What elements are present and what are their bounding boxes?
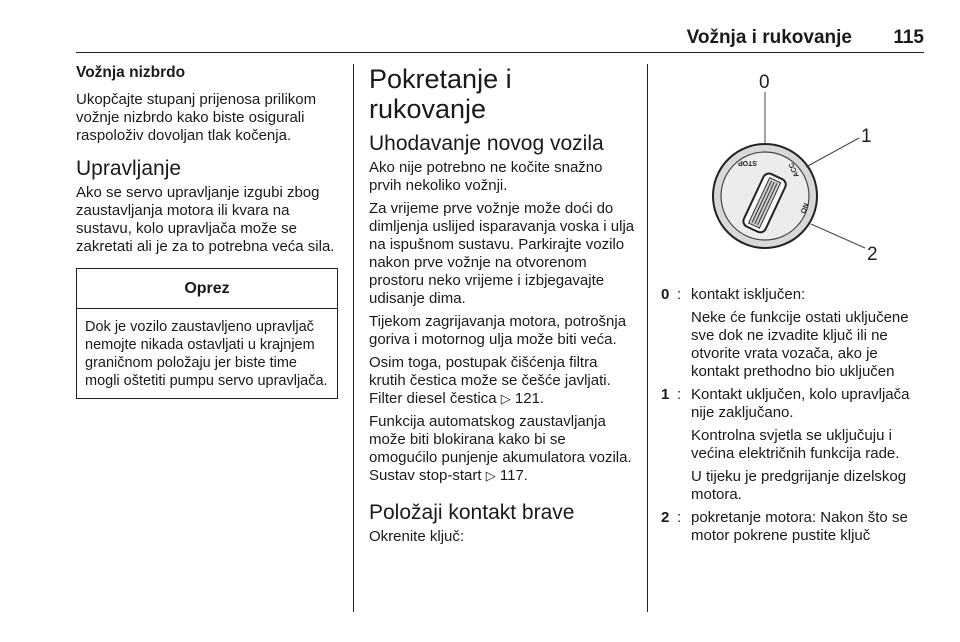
ignition-legend: [661, 286, 927, 545]
breakin-p1: Ako nije potrebno ne kočite snažno prvih nekoliko vožnji.: [369, 159, 603, 194]
page-number: 115: [893, 27, 924, 48]
column-middle: [369, 64, 635, 551]
ignition-switch-figure: [661, 64, 927, 272]
legend-text: kontakt isključen:: [691, 286, 806, 303]
leader-line-1: [806, 138, 859, 167]
section-heading: Pokretanje i rukovanje: [369, 64, 512, 124]
legend-key: 0: [661, 286, 670, 303]
leader-line-2: [811, 224, 865, 248]
legend-text: Kontrolna svjetla se uključuju i većina električnih funkcija rade.: [691, 427, 900, 462]
reference-arrow-icon: ▷: [485, 468, 496, 483]
steering-heading: Upravljanje: [76, 157, 182, 180]
downhill-text: Ukopčajte stupanj prijenosa prilikom vožnje nizbrdo kako biste osigurali raspoloživ dovoljan tlak kočenja.: [76, 91, 317, 144]
breakin-p3: Tijekom zagrijavanja motora, potrošnja goriva i motornog ulja može biti veća.: [369, 313, 627, 348]
legend-separator: :: [677, 386, 682, 403]
legend-item: [661, 386, 927, 504]
legend-text: U tijeku je predgrijanje dizelskog motora.: [691, 468, 907, 503]
header-title: Vožnja i rukovanje: [686, 27, 852, 48]
legend-item: [661, 509, 927, 545]
ring-label-on: ON: [800, 202, 811, 215]
header-rule: [76, 52, 924, 53]
caution-text: Dok je vozilo zaustavljeno upravljač nemojte nikada ostavljati u krajnjem graničnom položaju jer biste time mogli oštetiti pumpu servo upravljača.: [85, 319, 328, 389]
column-right: [661, 64, 927, 550]
page-header: [76, 24, 924, 52]
caution-box: [76, 268, 338, 399]
downhill-heading: Vožnja nizbrdo: [76, 64, 186, 81]
breakin-p4: [369, 354, 635, 408]
legend-key: 2: [661, 509, 670, 526]
ignition-text: Okrenite ključ:: [369, 528, 465, 545]
breakin-p2: Za vrijeme prve vožnje može doći do dimljenja uslijed isparavanja voska i ulja na ispušnom sustavu. Parkirajte vozilo nakon prve vožnje na otvorenom prostoru neko vrijeme i izbjegavajte udisanje dima.: [369, 200, 635, 307]
breakin-heading: Uhodavanje novog vozila: [369, 132, 604, 155]
ignition-switch-illustration: [661, 64, 927, 272]
breakin-p5: [369, 413, 635, 485]
legend-separator: :: [677, 509, 682, 526]
figure-label-0: 0: [759, 72, 770, 93]
breakin-p4-text: Osim toga, postupak čišćenja filtra krutih čestica može se češće javljati. Filter diesel čestica: [369, 354, 611, 407]
legend-item: [661, 286, 927, 381]
legend-separator: :: [677, 286, 682, 303]
steering-text: Ako se servo upravljanje izgubi zbog zaustavljanja motora ili kvara na sustavu, kolo upravljača može se zakretati ali je za to potrebna veća sila.: [76, 184, 335, 255]
reference-arrow-icon: ▷: [500, 391, 511, 406]
ring-label-stop: STOP: [738, 159, 757, 166]
legend-text: pokretanje motora: Nakon što se motor pokrene pustite ključ: [691, 509, 908, 544]
column-divider-2: [647, 64, 648, 612]
page-reference-link[interactable]: 117.: [499, 467, 528, 484]
ring-label-acc: ACC: [788, 161, 801, 179]
figure-label-1: 1: [861, 126, 872, 147]
column-left: [76, 64, 338, 399]
caution-title: Oprez: [77, 269, 337, 309]
page-reference-link[interactable]: 121.: [514, 390, 545, 407]
figure-label-2: 2: [867, 244, 878, 265]
ignition-heading: Položaji kontakt brave: [369, 501, 575, 524]
column-divider-1: [353, 64, 354, 612]
legend-text: Kontakt uključen, kolo upravljača nije zaključano.: [691, 386, 910, 421]
breakin-p5-text: Funkcija automatskog zaustavljanja može biti blokirana kako bi se omogućilo punjenje akumulatora vozila. Sustav stop-start: [369, 413, 632, 484]
legend-text: Neke će funkcije ostati uključene sve dok ne izvadite ključ ili ne otvorite vrata vozača, ako je kontakt prethodno bio uključen: [691, 309, 909, 380]
legend-key: 1: [661, 386, 670, 403]
